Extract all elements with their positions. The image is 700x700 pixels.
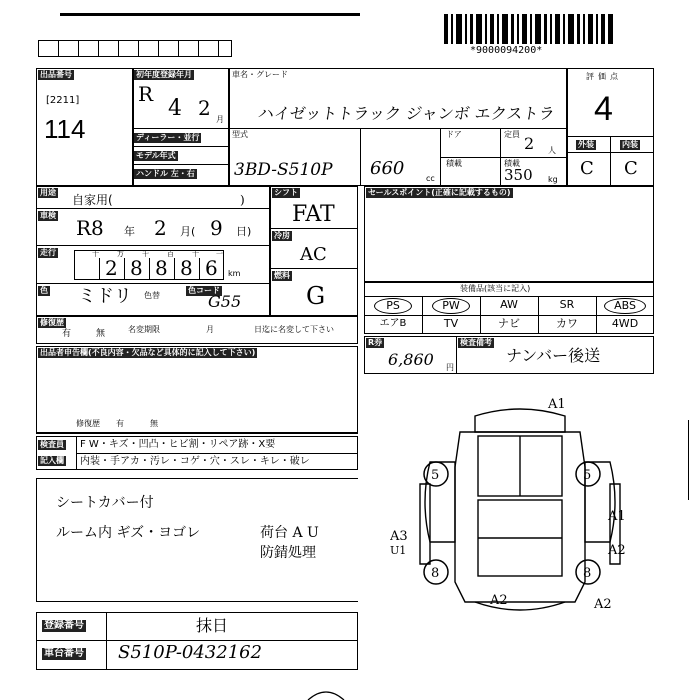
mileage-unit-4: 十	[192, 250, 199, 258]
load-label-right: 積載	[504, 159, 520, 168]
ac-value: AC	[300, 244, 327, 265]
registration-era: R	[138, 82, 154, 106]
katashiki-label: 型式	[232, 130, 248, 139]
ac-label: 冷房	[274, 231, 290, 240]
mileage-digit-3: 8	[155, 256, 168, 280]
equip-airbag: エアB	[379, 318, 407, 329]
diagram-mark-a2-corner: A2	[594, 597, 612, 612]
note-line-2: ルーム内 ギズ・ヨゴレ	[56, 525, 201, 541]
name-change-month: 月	[206, 325, 214, 334]
diagram-mark-5-left: 5	[431, 468, 440, 483]
footer-reg-value: 抹日	[196, 616, 229, 635]
inspection-era: R8	[76, 216, 104, 240]
equip-tv: TV	[443, 317, 459, 330]
diagram-mark-u1-left: U1	[390, 544, 407, 557]
history-no: 無	[96, 329, 106, 339]
stamp-fragment	[306, 688, 346, 700]
equip-sr: SR	[559, 298, 575, 311]
interior-value: C	[624, 158, 638, 179]
footer-reg-label: 登録番号	[44, 620, 84, 631]
usage-close: )	[240, 193, 245, 207]
mileage-unit-5: 一	[216, 250, 223, 258]
equip-ps: PS	[374, 298, 412, 314]
lot-sub-number: [2211]	[46, 95, 80, 106]
equipment-label: 装備品(該当に記入)	[460, 284, 531, 293]
equip-navi: ナビ	[498, 317, 520, 330]
fuel-value: G	[306, 282, 326, 310]
equip-abs: ABS	[604, 298, 646, 314]
seats-unit: 人	[548, 146, 556, 155]
color-code-value: G55	[208, 292, 242, 311]
mileage-grid	[74, 250, 224, 280]
seats-label: 定員	[504, 130, 520, 139]
diagram-mark-a2-right: A2	[608, 543, 626, 558]
mileage-label: 走行	[40, 248, 56, 257]
legend-row-2: 内装・手アカ・汚レ・コゲ・穴・スレ・キレ・破レ	[80, 456, 310, 467]
mileage-unit: km	[228, 269, 241, 278]
shift-value: FAT	[292, 202, 335, 227]
legend-row-1: F W・キズ・凹凸・ヒビ割・リペア跡・X要	[80, 439, 276, 450]
diagram-mark-8-left: 8	[431, 566, 440, 581]
grade-score: 4	[594, 90, 613, 128]
recycle-unit: 円	[446, 363, 454, 372]
mileage-digit-4: 8	[180, 256, 193, 280]
barcode	[444, 14, 614, 44]
header-title-strip	[60, 8, 360, 30]
mileage-digit-2: 8	[130, 256, 143, 280]
sales-point-label: セールスポイント(正確に記載するもの)	[368, 188, 511, 197]
diagram-roof-front	[475, 409, 565, 432]
inspection-month-unit: 月(	[180, 225, 196, 238]
inspection-label: 車検	[40, 211, 56, 220]
inspection-year-unit: 年	[124, 225, 135, 238]
checkbox-row	[38, 40, 238, 58]
legend-title-2: 記入欄	[40, 456, 64, 465]
top-block	[36, 68, 654, 186]
registration-month: 2	[198, 96, 211, 120]
equip-4wd: 4WD	[611, 317, 639, 330]
mileage-unit-2: 千	[142, 250, 149, 258]
model-year-label: モデル年式	[136, 151, 176, 160]
fuel-label: 燃料	[274, 271, 290, 280]
diagram-mark-a2-bottom: A2	[490, 593, 508, 608]
diagram-mark-a1-right: A1	[608, 509, 626, 524]
color-code-label: 色コード	[188, 286, 220, 295]
history-yes: 有	[62, 329, 72, 339]
repair-no: 無	[150, 419, 158, 428]
remarks-value: ナンバー後送	[506, 346, 601, 365]
exterior-value: C	[580, 158, 594, 179]
equip-aw: AW	[500, 298, 518, 311]
diagram-mark-8-right: 8	[583, 566, 592, 581]
vehicle-name-label: 車名・グレード	[232, 70, 288, 79]
name-change-label: 名変期限	[128, 325, 160, 334]
registration-label: 初年度登録年月	[136, 70, 192, 79]
mileage-unit-3: 百	[167, 250, 174, 258]
note-right-2: 防錆処理	[260, 545, 316, 561]
displacement-unit: cc	[426, 174, 435, 183]
handle-label: ハンドル 左・右	[136, 169, 195, 178]
barcode-text: *9000094200*	[470, 45, 543, 56]
mileage-digit-1: 2	[105, 256, 118, 280]
repair-yes: 有	[116, 419, 124, 428]
load-value: 350	[504, 166, 533, 184]
inspection-day-unit: 日)	[236, 225, 252, 238]
lot-number: 114	[44, 114, 86, 144]
interior-label: 内装	[622, 140, 638, 149]
remarks-label: 検査備考	[460, 338, 492, 347]
diagram-rear	[475, 602, 565, 610]
scan-edge-line	[688, 420, 689, 500]
recycle-value: 6,860	[388, 350, 434, 369]
mileage-unit-0: 十	[92, 250, 99, 258]
footer-chassis-label: 車台番号	[44, 648, 84, 659]
name-change-note: 日迄に名変して下さい	[254, 325, 334, 334]
footer-chassis-value: S510P-0432162	[118, 642, 263, 663]
color-label: 色	[40, 286, 48, 295]
doors-value: 2	[524, 134, 535, 153]
color-value: ミドリ	[78, 286, 132, 307]
diagram-mark-a1-top: A1	[548, 397, 566, 412]
diagram-mark-a3-left: A3	[390, 529, 408, 544]
mileage-unit-1: 万	[117, 250, 124, 258]
grade-label: 評価点	[586, 72, 622, 81]
inspection-month: 2	[154, 216, 167, 240]
equip-pw: PW	[432, 298, 470, 314]
history-label: 修復歴	[40, 318, 64, 327]
note-right-1: 荷台 A U	[260, 525, 319, 541]
exterior-label: 外装	[578, 140, 594, 149]
repair-label: 修復歴	[76, 419, 100, 428]
usage-label: 用途	[40, 188, 56, 197]
recycle-label: R券	[368, 338, 383, 347]
sales-point-block	[364, 186, 654, 282]
lot-label: 出品番号	[40, 70, 72, 79]
diagram-mark-5-right: 5	[583, 468, 592, 483]
displacement-value: 660	[370, 158, 405, 179]
registration-year: 4	[168, 96, 182, 121]
mileage-digit-5: 6	[205, 256, 218, 280]
equip-leather: カワ	[556, 317, 578, 330]
katashiki-value: 3BD-S510P	[234, 160, 333, 180]
registration-month-unit: 月	[216, 115, 224, 124]
inspection-day: 9	[210, 216, 223, 240]
color-sub-label: 色替	[144, 291, 160, 300]
note-line-1: シートカバー付	[56, 495, 154, 511]
car-diagram	[390, 392, 660, 628]
shift-label: シフト	[274, 188, 298, 197]
vehicle-name-value: ハイゼットトラック ジャンボ エクストラ	[256, 104, 556, 123]
doors-label: ドア	[446, 130, 462, 139]
load-unit: kg	[548, 175, 558, 184]
legend-title-1: 検査員	[40, 440, 64, 449]
usage-value: 自家用(	[72, 193, 113, 207]
load-label: 積載	[446, 159, 462, 168]
declaration-label: 出品者申告欄(不良内容・欠品など具体的に記入して下さい)	[40, 348, 256, 357]
dealer-label: ディーラー・並行	[136, 133, 200, 142]
